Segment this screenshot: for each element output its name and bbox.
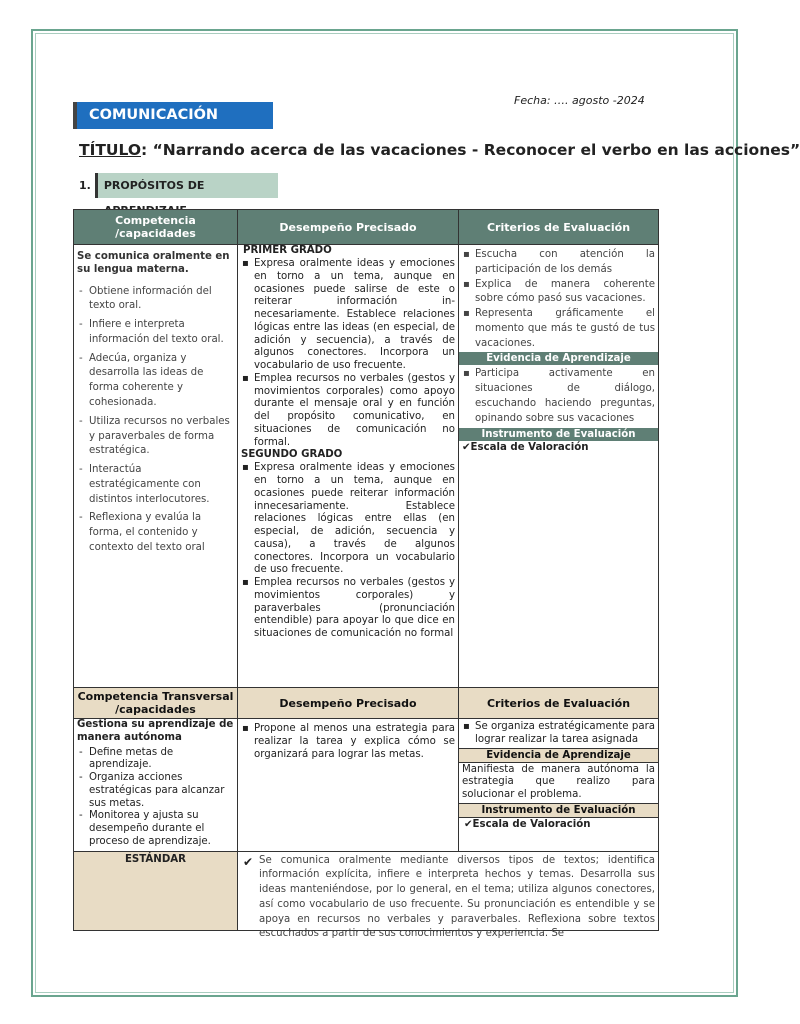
estandar-text-cell: [238, 851, 659, 940]
list-item: - Define metas de aprendizaje.: [77, 747, 234, 773]
competencia-name: Se comunica oralmente en su lengua materna.: [77, 251, 230, 276]
capacidades-list: [77, 747, 234, 849]
instrumento-value: ✔ Escala de Valoración: [462, 819, 655, 830]
grade-label: PRIMER GRADO: [243, 245, 332, 256]
criterios-cell: [459, 719, 659, 852]
lesson-title: [79, 141, 800, 159]
list-item: ▪ Emplea recursos no verbales (gestos y movimientos corporales) y paraverbales (pronunciación entendible) para apoyar lo que dice en situaciones de comunicación no formal: [241, 577, 455, 641]
list-item: - Monitorea y ajusta su desempeño durante el proceso de aprendizaje.: [77, 810, 234, 848]
list-item: ▪ Emplea recursos no verbales (gestos y movimientos corporales) como apoyo durante el mensaje oral y en función del propósito comunicativo, en situaciones de comunicación no formal.: [241, 373, 455, 450]
criterios-list: [462, 721, 655, 747]
estandar-text: ✔ Se comunica oralmente mediante diversos tipos de textos; identifica información explícita, infiere e interpreta hechos y temas. Desarrolla sus ideas manteniéndose, por lo general, en el tema; utiliza algunos conectores, así como vocabulario de uso frecuente. Su pronunciación es entendible y se apoya en recursos no verbales y paraverbales. Reflexiona sobre textos escuchados a partir de sus conocimientos y experiencia. Se: [241, 854, 655, 928]
competencia-cell: [74, 245, 238, 688]
desempeno-list: [241, 462, 455, 641]
date-label: Fecha: …. agosto -2024: [514, 94, 645, 107]
list-item: ▪ Expresa oralmente ideas y emociones en torno a un tema, aunque en ocasiones puede reiterar información innecesariamente. Establece relaciones lógicas entre ellas (en especial, de adición, secuencia y causa), a través de algunos conectores. Incorpora un vocabulario de uso frecuente.: [241, 462, 455, 577]
list-item: ▪ Explica de manera coherente sobre cómo pasó sus vacaciones.: [462, 278, 655, 308]
criterios-list: [462, 248, 655, 351]
list-item: - Reflexiona y evalúa la forma, el contenido y contexto del texto oral: [77, 511, 234, 555]
estandar-label: ESTÁNDAR: [124, 853, 187, 865]
section-title: PROPÓSITOS DE: [95, 173, 278, 198]
header-criterios: Criterios de Evaluación: [459, 210, 659, 245]
title-text: : “Narrando acerca de las vacaciones - Reconocer el verbo en las acciones”: [141, 141, 800, 159]
header-competencia: Competencia /capacidades: [74, 210, 238, 245]
evidencia-header: Evidencia de Aprendizaje: [459, 352, 658, 365]
table-header-row: [74, 210, 659, 245]
competencia-name: Gestiona su aprendizaje de manera autónoma: [77, 719, 234, 743]
evidencia-header: Evidencia de Aprendizaje: [459, 748, 658, 763]
section-heading: [79, 173, 278, 198]
instrumento-header: Instrumento de Evaluación: [459, 428, 658, 441]
learning-purposes-table: [73, 209, 659, 940]
desempeno-list: [241, 723, 455, 761]
table-row: [74, 851, 659, 930]
list-item: - Utiliza recursos no verbales y paraverbales de forma estratégica.: [77, 415, 234, 459]
list-item: ▪ Participa activamente en situaciones de diálogo, escuchando haciendo preguntas, opinando sobre sus vacaciones: [462, 367, 655, 426]
evidencia-text: Manifiesta de manera autónoma la estrategia que realizo para solucionar el problema.: [462, 763, 655, 800]
grade-label: SEGUNDO GRADO: [241, 449, 343, 461]
subject-banner: COMUNICACIÓN: [73, 102, 273, 129]
evidencia-list: [462, 367, 655, 426]
instrumento-value: ✔ Escala de Valoración: [462, 442, 655, 453]
desempeno-list: [241, 258, 455, 449]
title-label: TÍTULO: [79, 141, 141, 159]
desempeno-cell: [238, 245, 459, 688]
list-item: ▪ Expresa oralmente ideas y emociones en torno a un tema, aunque en ocasiones puede salirse de este o reiterar información in-necesariamente. Establece relaciones lógicas entre las ideas (en especial, de adición y secuencia), a través de algunos conectores. Incorpora un vocabulario de uso frecuente.: [241, 258, 455, 373]
list-item: - Infiere e interpreta información del texto oral.: [77, 318, 234, 348]
list-item: - Adecúa, organiza y desarrolla las ideas de forma coherente y cohesionada.: [77, 352, 234, 411]
estandar-label-cell: [74, 851, 238, 930]
capacidades-list: [77, 285, 234, 556]
list-item: - Obtiene información del texto oral.: [77, 285, 234, 315]
list-item: - Interactúa estratégicamente con distintos interlocutores.: [77, 463, 234, 507]
competencia-transversal-cell: [74, 719, 238, 852]
list-item: ▪ Escucha con atención la participación de los demás: [462, 248, 655, 278]
instrumento-header: Instrumento de Evaluación: [459, 803, 658, 818]
list-item: ▪ Se organiza estratégicamente para lograr realizar la tarea asignada: [462, 721, 655, 747]
header-competencia-transversal: Competencia Transversal /capacidades: [74, 688, 238, 719]
table-row: [74, 245, 659, 688]
header-desempeno: Desempeño Precisado: [238, 210, 459, 245]
header-criterios: Criterios de Evaluación: [459, 688, 659, 719]
list-item: - Organiza acciones estratégicas para alcanzar sus metas.: [77, 772, 234, 810]
section-number: 1.: [79, 179, 91, 192]
list-item: ▪ Propone al menos una estrategia para realizar la tarea y explica cómo se organizará para lograr las metas.: [241, 723, 455, 761]
criterios-cell: [459, 245, 659, 688]
list-item: ▪ Representa gráficamente el momento que más te gustó de tus vacaciones.: [462, 307, 655, 351]
table-header-row: [74, 688, 659, 719]
table-row: [74, 719, 659, 852]
desempeno-cell: [238, 719, 459, 852]
header-desempeno: Desempeño Precisado: [238, 688, 459, 719]
